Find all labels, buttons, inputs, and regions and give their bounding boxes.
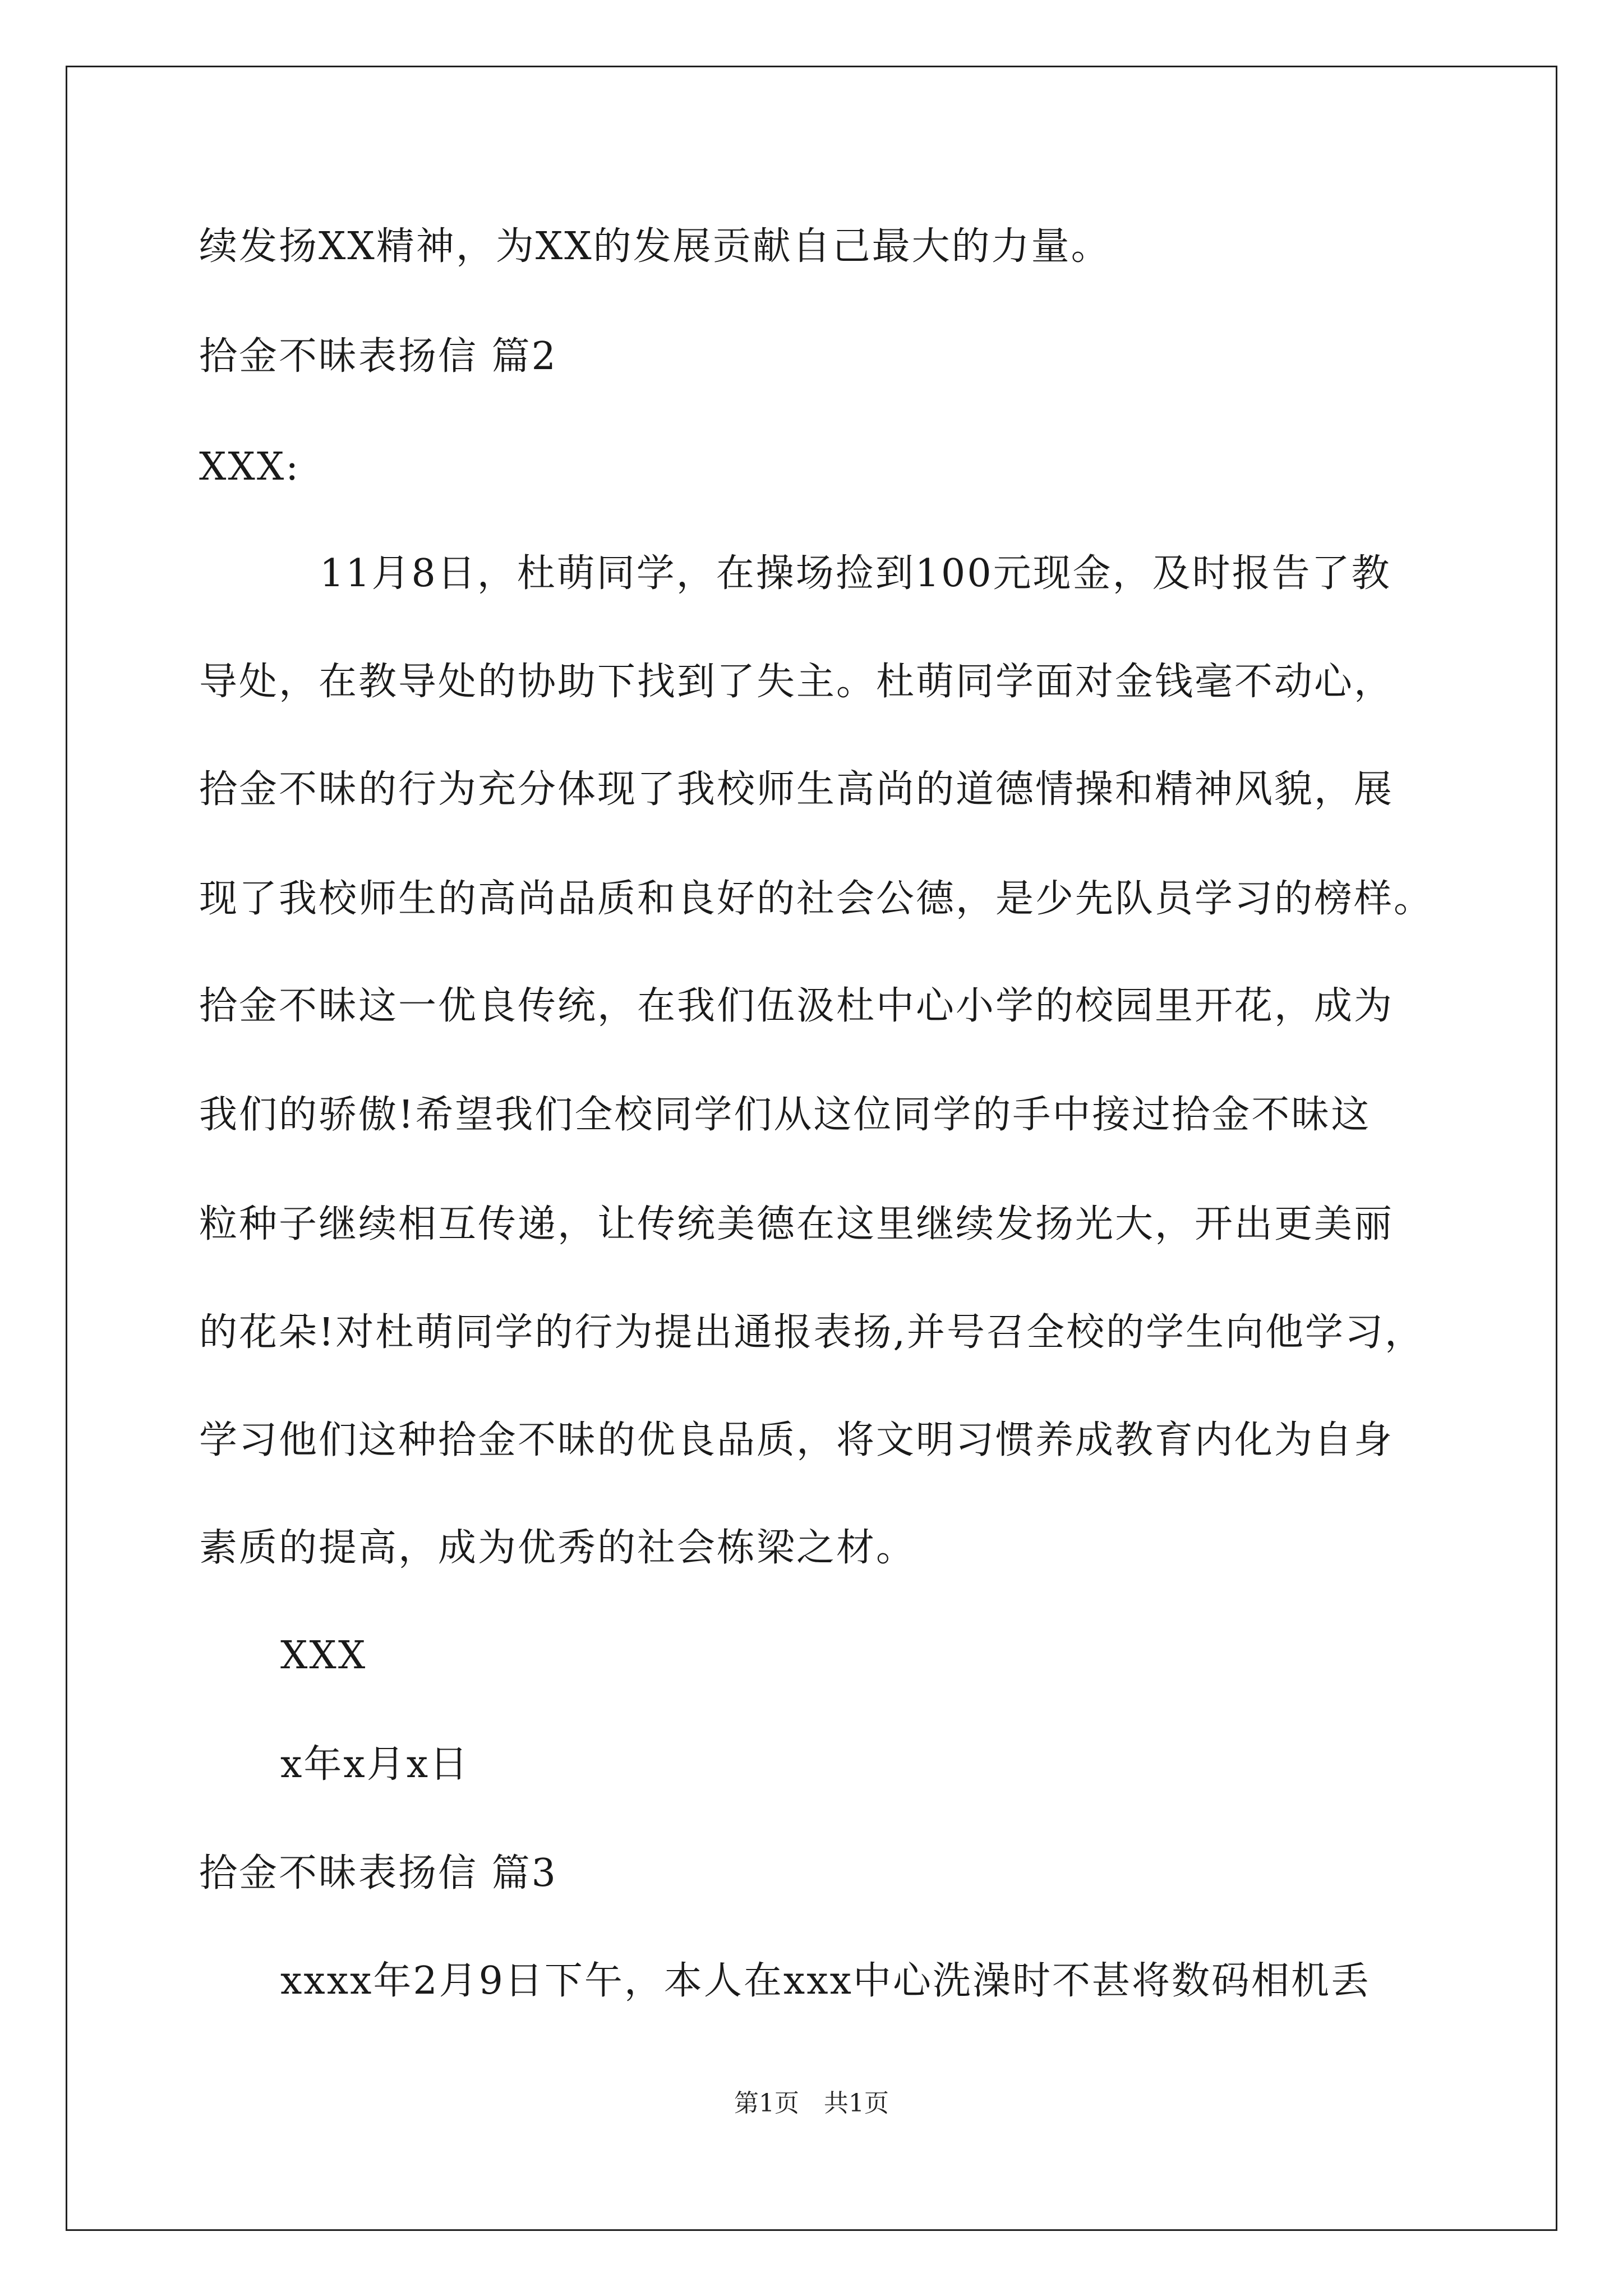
text-line: 我们的骄傲!希望我们全校同学们从这位同学的手中接过拾金不昧这	[199, 1093, 1371, 1137]
section-heading-2: 拾金不昧表扬信 篇2	[199, 334, 557, 379]
date: x年x月x日	[280, 1742, 470, 1787]
text-line: 导处，在教导处的协助下找到了失主。杜萌同学面对金钱毫不动心，	[199, 660, 1394, 704]
text-line: 11月8日，杜萌同学，在操场捡到100元现金，及时报告了教	[320, 551, 1391, 596]
text-line: 拾金不昧这一优良传统，在我们伍汲杜中心小学的校园里开花，成为	[199, 984, 1394, 1028]
text-line: 现了我校师生的高尚品质和良好的社会公德，是少先队员学习的榜样。	[199, 877, 1434, 921]
text-line: 拾金不昧的行为充分体现了我校师生高尚的道德情操和精神风貌，展	[199, 767, 1394, 812]
text-line: xxxx年2月9日下午，本人在xxx中心洗澡时不甚将数码相机丢	[280, 1959, 1371, 2003]
section-heading-3: 拾金不昧表扬信 篇3	[199, 1851, 557, 1895]
text-line: 续发扬XX精神，为XX的发展贡献自己最大的力量。	[199, 224, 1111, 269]
text-line: 粒种子继续相互传递，让传统美德在这里继续发扬光大，开出更美丽	[199, 1202, 1394, 1246]
page-border	[66, 66, 1557, 2231]
text-line: 的花朵!对杜萌同学的行为提出通报表扬,并号召全校的学生向他学习，	[199, 1310, 1424, 1355]
signature: XXX	[280, 1634, 367, 1678]
salutation: XXX:	[199, 445, 301, 489]
text-line: 素质的提高，成为优秀的社会栋梁之材。	[199, 1526, 916, 1570]
text-line: 学习他们这种拾金不昧的优良品质，将文明习惯养成教育内化为自身	[199, 1418, 1394, 1462]
page-footer: 第1页 共1页	[734, 2089, 889, 2118]
